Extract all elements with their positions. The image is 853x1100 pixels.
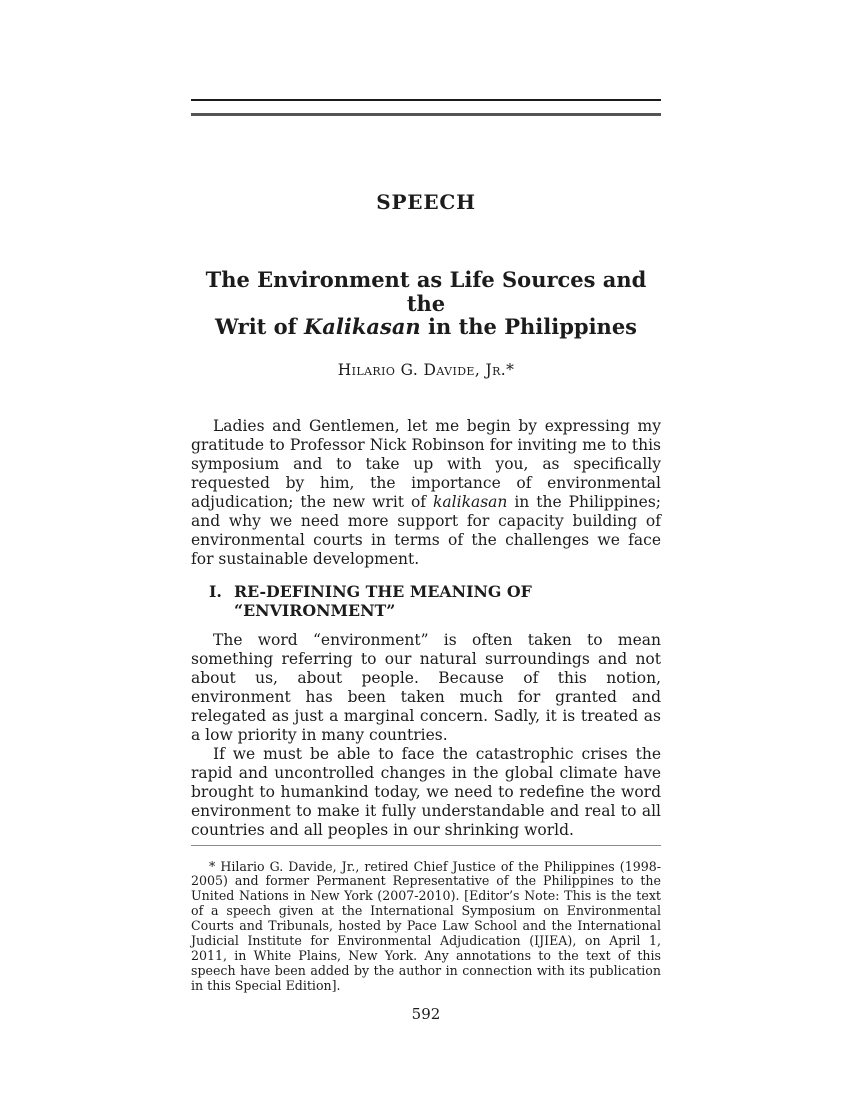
paragraph-1-post: in the Philippines; and why we need more support for capacity building of environmental courts in terms of the challenges we face for sustainable development. [191,492,661,568]
paragraph-1 [191,417,661,569]
footnote-text: * Hilario G. Davide, Jr., retired Chief Justice of the Philippines (1998-2005) and former Permanent Representative of the Philippines to the United Nations in New York (2007-2010). [Editor’s Note: This is the text of a speech given at the International Symposium on Environmental Courts and Tribunals, hosted by Pace Law School and the International Judicial Institute for Environmental Adjudication (IJIEA), on April 1, 2011, in White Plains, New York. Any annotations to the text of this speech have been added by the author in connection with its publication in this Special Edition]. [191,858,661,993]
paragraph-1-italic: kalikasan [433,492,508,511]
footnote-separator-rule [191,845,661,846]
section-heading-1 [191,582,661,621]
section-heading-1-line1: RE-DEFINING THE MEANING OF [234,581,532,601]
title-line2-italic: Kalikasan [304,314,421,339]
title-line2-post: in the Philippines [420,314,637,339]
paragraph-2: The word “environment” is often taken to mean something referring to our natural surroundings and not about us, about people. Because of this notion, environment has been taken much for granted and relegated as just a marginal concern. Sadly, it is treated as a low priority in many countries. [191,630,661,744]
page-number: 592 [411,1004,441,1023]
section-heading-1-numeral: I. [209,581,222,601]
author-name: Hilario G. Davide, Jr.* [337,360,515,379]
section-kicker: SPEECH [376,190,476,214]
article-title [191,268,661,339]
section-heading-1-line2: “ENVIRONMENT” [234,601,396,620]
paragraph-3: If we must be able to face the catastrophic crises the rapid and uncontrolled changes in the global climate have brought to humankind today, we need to redefine the word environment to make it fully understandable and real to all countries and all peoples in our shrinking world. [191,744,661,839]
title-line2-pre: Writ of [214,314,305,339]
section-heading-1-text [234,582,532,621]
paragraph-1-pre: Ladies and Gentlemen, let me begin by expressing my gratitude to Professor Nick Robinson for inviting me to this symposium and to take up with you, as specifically requested by him, the importance of environmental adjudication; the new writ of [191,416,661,511]
title-line1: The Environment as Life Sources and the [205,267,647,316]
text-column [191,0,661,1023]
